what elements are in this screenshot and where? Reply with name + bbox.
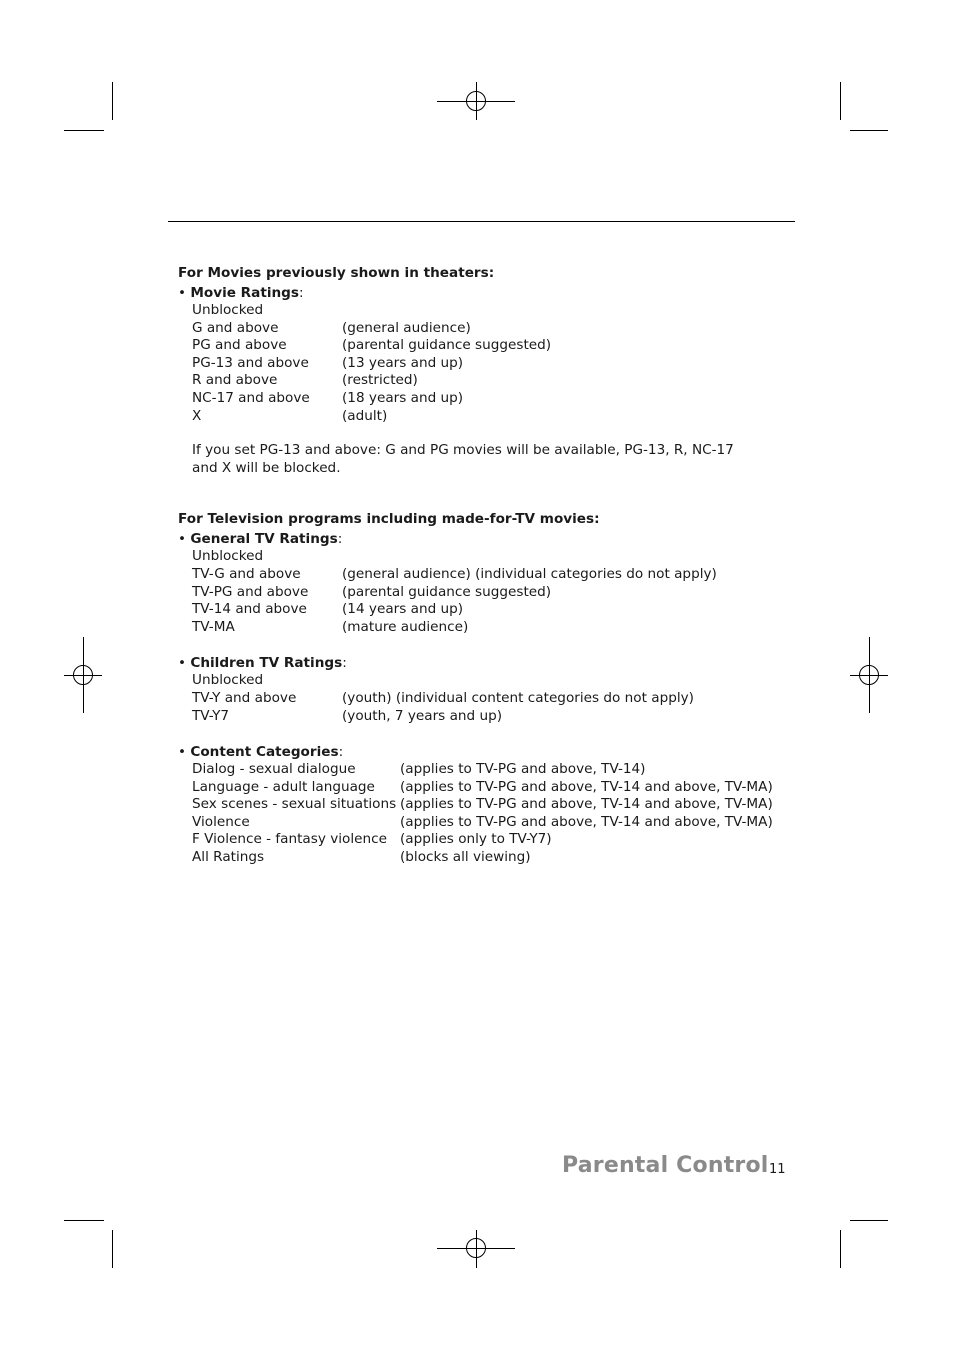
rating-desc: (general audience) <box>342 319 471 336</box>
rating-name: TV-G and above <box>192 565 301 582</box>
rating-name: TV-MA <box>192 618 235 635</box>
rating-desc: (mature audience) <box>342 618 469 635</box>
list-item <box>192 708 778 726</box>
list-item <box>192 601 778 619</box>
rating-name: Unblocked <box>192 672 264 689</box>
list-item <box>192 372 778 390</box>
crop-mark <box>840 82 841 120</box>
general-tv-bullet: • General TV Ratings: <box>178 531 343 548</box>
category-desc: (blocks all viewing) <box>400 849 531 866</box>
list-item <box>192 302 778 320</box>
movie-ratings-label: Movie Ratings <box>190 285 299 301</box>
rating-desc: (18 years and up) <box>342 389 464 406</box>
rating-name: TV-14 and above <box>192 601 307 618</box>
page-number: 11 <box>769 1162 786 1177</box>
general-tv-label: General TV Ratings <box>190 531 338 548</box>
rating-desc: (general audience) (individual categories do not apply) <box>342 565 717 582</box>
rating-name: PG-13 and above <box>192 354 309 371</box>
crop-mark <box>850 130 888 131</box>
movies-heading: For Movies previously shown in theaters: <box>178 265 495 281</box>
list-item <box>192 355 778 373</box>
crop-mark <box>112 1230 113 1268</box>
rating-name: TV-PG and above <box>192 583 309 600</box>
general-tv-list <box>192 548 778 636</box>
category-name: All Ratings <box>192 849 265 866</box>
list-item <box>192 390 778 408</box>
children-tv-label: Children TV Ratings <box>190 655 343 672</box>
crop-mark <box>64 130 104 131</box>
children-tv-bullet: • Children TV Ratings: <box>178 655 347 672</box>
rating-desc: (parental guidance suggested) <box>342 583 552 600</box>
list-item <box>192 831 778 849</box>
category-desc: (applies only to TV-Y7) <box>400 831 552 848</box>
list-item <box>192 584 778 602</box>
list-item <box>192 408 778 426</box>
movie-ratings-list <box>192 302 778 425</box>
list-item <box>192 796 778 814</box>
rating-name: X <box>192 407 202 424</box>
rating-desc: (parental guidance suggested) <box>342 337 552 354</box>
category-desc: (applies to TV-PG and above, TV-14) <box>400 761 646 778</box>
category-desc: (applies to TV-PG and above, TV-14 and above, TV-MA) <box>400 796 773 813</box>
page-title: Parental Control <box>562 1153 769 1178</box>
children-tv-list <box>192 672 778 725</box>
list-item <box>192 619 778 637</box>
rating-name: Unblocked <box>192 302 264 318</box>
header-rule <box>168 221 795 222</box>
crop-mark <box>112 82 113 120</box>
list-item <box>192 761 778 779</box>
rating-name: TV-Y and above <box>192 689 297 706</box>
page-content <box>178 263 778 867</box>
category-desc: (applies to TV-PG and above, TV-14 and above, TV-MA) <box>400 813 773 830</box>
list-item <box>192 690 778 708</box>
category-desc: (applies to TV-PG and above, TV-14 and above, TV-MA) <box>400 778 773 795</box>
content-categories-label: Content Categories <box>190 744 339 761</box>
list-item <box>192 337 778 355</box>
crop-mark <box>850 1220 888 1221</box>
rating-name: R and above <box>192 372 278 389</box>
list-item <box>192 814 778 832</box>
list-item <box>192 779 778 797</box>
crop-mark <box>64 1220 104 1221</box>
rating-name: G and above <box>192 319 279 336</box>
rating-name: PG and above <box>192 337 287 354</box>
rating-desc: (14 years and up) <box>342 601 464 618</box>
category-name: Sex scenes - sexual situations <box>192 796 397 813</box>
category-name: Dialog - sexual dialogue <box>192 761 356 778</box>
list-item <box>192 566 778 584</box>
content-categories-bullet: • Content Categories: <box>178 744 344 761</box>
movies-note: If you set PG-13 and above: G and PG movies will be available, PG-13, R, NC-17 and X will be blocked. <box>192 442 734 476</box>
rating-name: NC-17 and above <box>192 389 310 406</box>
rating-desc: (adult) <box>342 407 388 424</box>
tv-heading: For Television programs including made-for-TV movies: <box>178 511 600 528</box>
rating-desc: (youth, 7 years and up) <box>342 707 503 724</box>
movie-ratings-bullet: • Movie Ratings: <box>178 285 304 301</box>
rating-desc: (13 years and up) <box>342 354 464 371</box>
rating-desc: (youth) (individual content categories do not apply) <box>342 689 694 706</box>
crop-mark <box>840 1230 841 1268</box>
category-name: Language - adult language <box>192 778 375 795</box>
rating-name: TV-Y7 <box>192 707 230 724</box>
list-item <box>192 672 778 690</box>
rating-desc: (restricted) <box>342 372 418 389</box>
list-item <box>192 320 778 338</box>
category-name: Violence <box>192 813 250 830</box>
content-categories-list <box>192 761 778 867</box>
rating-name: Unblocked <box>192 548 264 565</box>
list-item <box>192 548 778 566</box>
list-item <box>192 849 778 867</box>
category-name: F Violence - fantasy violence <box>192 831 387 848</box>
